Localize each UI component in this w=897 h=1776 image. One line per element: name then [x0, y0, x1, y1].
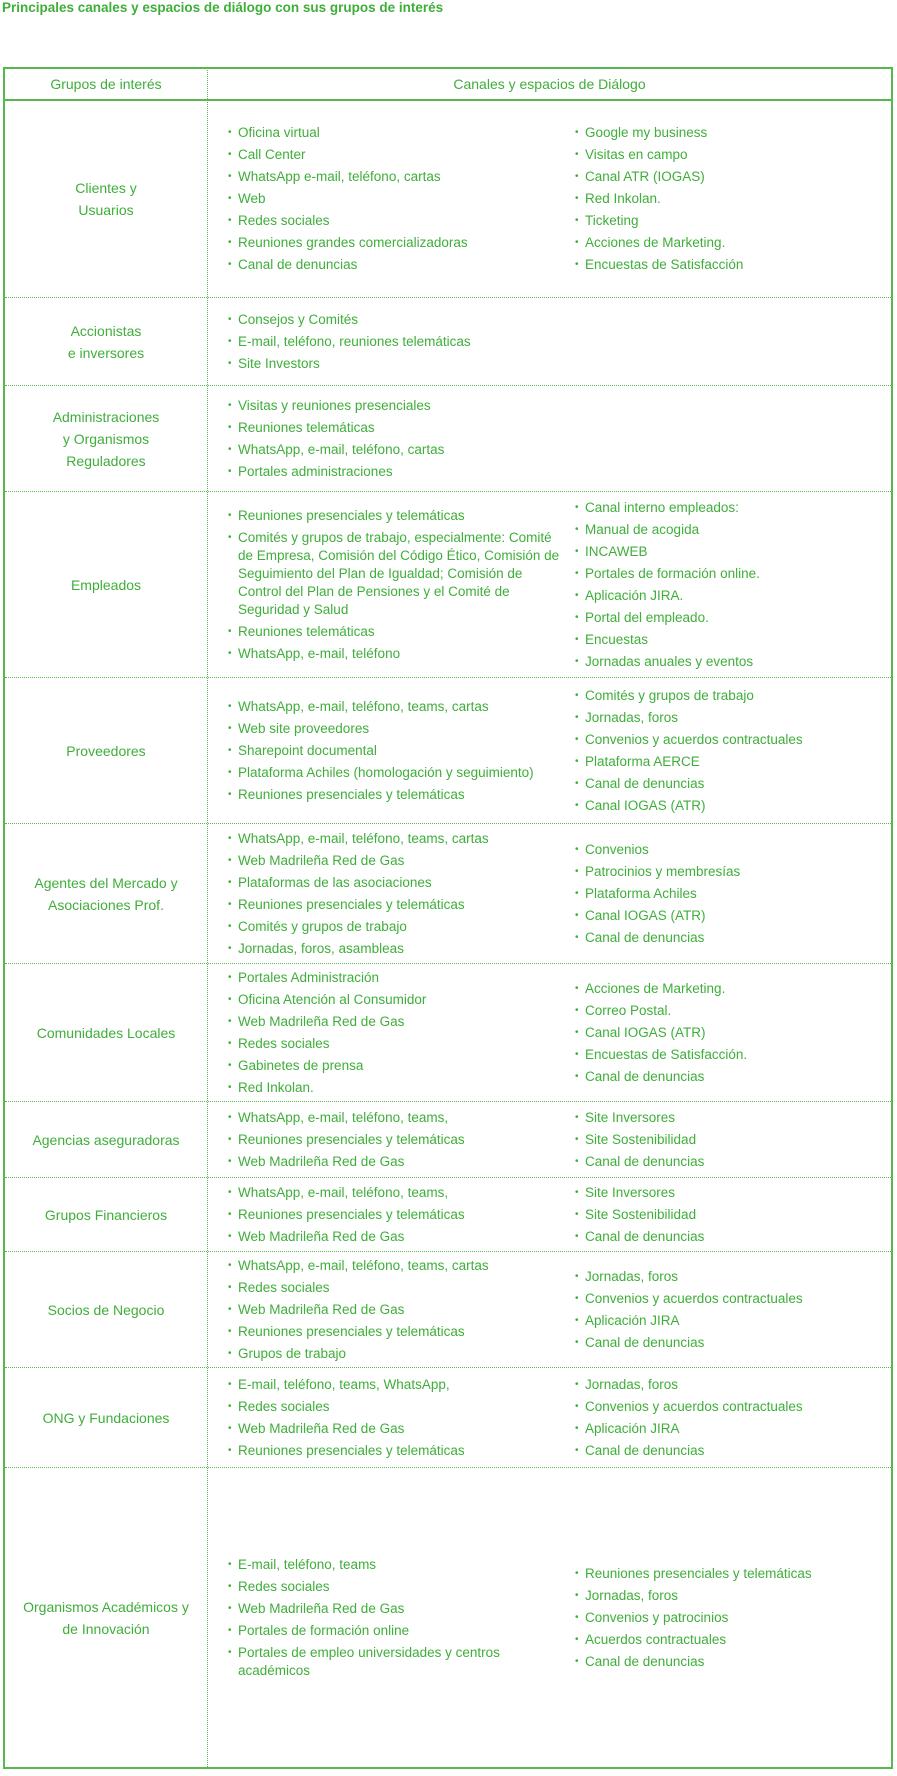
channel-item: • Site Investors	[228, 355, 568, 373]
stakeholder-group-label: Clientes y Usuarios	[75, 180, 137, 218]
table-row	[5, 1251, 891, 1367]
channel-item: • Redes sociales	[228, 1578, 568, 1596]
channel-item: • Comités y grupos de trabajo	[575, 687, 887, 705]
channel-item: • Canal ATR (IOGAS)	[575, 168, 887, 186]
channel-item: • Canal de denuncias	[228, 256, 568, 274]
channel-item: • Web Madrileña Red de Gas	[228, 1420, 568, 1438]
channel-item: • E-mail, teléfono, reuniones telemáticas	[228, 333, 568, 351]
channel-list-left	[228, 1102, 568, 1177]
channel-item: • Red Inkolan.	[575, 190, 887, 208]
stakeholder-group-label: Organismos Académicos y de Innovación	[23, 1598, 189, 1637]
channel-item: • Comités y grupos de trabajo	[228, 918, 568, 936]
channel-item: • Sharepoint documental	[228, 742, 568, 760]
table-row	[5, 963, 891, 1101]
channel-item: • Canal IOGAS (ATR)	[575, 797, 887, 815]
channel-item: • Canal de denuncias	[575, 1334, 887, 1352]
channel-item: • Patrocinios y membresías	[575, 863, 887, 881]
channel-item: • Canal de denuncias	[575, 1153, 887, 1171]
channel-item: • Portales de formación online	[228, 1622, 568, 1640]
channel-item: • Grupos de trabajo	[228, 1345, 568, 1363]
channel-item: • Reuniones presenciales y telemáticas	[228, 1442, 568, 1460]
channel-item: • Web	[228, 190, 568, 208]
stakeholder-group-label: Agentes del Mercado y Asociaciones Prof.	[34, 874, 178, 913]
channel-item: • WhatsApp, e-mail, teléfono, teams, cartas	[228, 698, 568, 716]
channel-item: • Reuniones presenciales y telemáticas	[228, 1323, 568, 1341]
channel-list-left	[228, 1368, 568, 1467]
channel-item: • Reuniones presenciales y telemáticas	[228, 507, 568, 525]
channel-item: • Encuestas	[575, 631, 887, 649]
channel-item: • Visitas en campo	[575, 146, 887, 164]
channel-item: • Reuniones presenciales y telemáticas	[228, 1206, 568, 1224]
channel-list-right	[575, 492, 887, 677]
channel-item: • Web Madrileña Red de Gas	[228, 1600, 568, 1618]
stakeholder-group-label: Grupos Financieros	[44, 1206, 168, 1223]
channel-item: • Canal IOGAS (ATR)	[575, 907, 887, 925]
channel-list-right	[575, 824, 887, 963]
channel-item: • Convenios y acuerdos contractuales	[575, 1398, 887, 1416]
channel-item: • Web Madrileña Red de Gas	[228, 1301, 568, 1319]
channel-item: • WhatsApp, e-mail, teléfono, teams,	[228, 1109, 568, 1127]
channel-item: • Correo Postal.	[575, 1002, 887, 1020]
channel-item: • Plataforma AERCE	[575, 753, 887, 771]
channel-list-right	[575, 964, 887, 1101]
channel-item: • Jornadas anuales y eventos	[575, 653, 887, 671]
channel-item: • Web Madrileña Red de Gas	[228, 852, 568, 870]
channel-item: • Redes sociales	[228, 1279, 568, 1297]
channel-item: • Canal de denuncias	[575, 929, 887, 947]
channel-item: • Reuniones grandes comercializadoras	[228, 234, 568, 252]
channel-item: • Portales Administración	[228, 969, 568, 987]
channel-item: • WhatsApp, e-mail, teléfono, teams, cartas	[228, 830, 568, 848]
table-row	[5, 297, 891, 385]
channel-item: • Reuniones presenciales y telemáticas	[228, 896, 568, 914]
channel-item: • Ticketing	[575, 212, 887, 230]
channel-item: • Canal de denuncias	[575, 1442, 887, 1460]
channel-list-left	[228, 1468, 568, 1767]
stakeholder-group-label: Socios de Negocio	[47, 1301, 165, 1318]
channel-item: • Consejos y Comités	[228, 311, 568, 329]
channel-item: • Acciones de Marketing.	[575, 980, 887, 998]
channel-list-left	[228, 964, 568, 1101]
channel-item: • Plataformas de las asociaciones	[228, 874, 568, 892]
channel-item: • WhatsApp, e-mail, teléfono, cartas	[228, 441, 568, 459]
channel-item: • Canal de denuncias	[575, 1653, 887, 1671]
channel-item: • Jornadas, foros	[575, 1268, 887, 1286]
channel-item: • Reuniones presenciales y telemáticas	[228, 1131, 568, 1149]
channel-list-right	[575, 386, 887, 491]
page-title: Principales canales y espacios de diálogo con sus grupos de interés	[2, 0, 444, 15]
channel-item: • Gabinetes de prensa	[228, 1057, 568, 1075]
channel-list-right	[575, 101, 887, 297]
channel-list-left	[228, 101, 568, 297]
stakeholder-group-label: Administraciones y Organismos Reguladores	[52, 408, 160, 469]
channel-list-left	[228, 298, 568, 385]
channel-item: • Plataforma Achiles	[575, 885, 887, 903]
channel-list-right	[575, 1468, 887, 1767]
table-row	[5, 823, 891, 963]
channel-item: • Canal de denuncias	[575, 1228, 887, 1246]
channel-item: • Call Center	[228, 146, 568, 164]
channel-list-left	[228, 1252, 568, 1367]
channel-item: • Web Madrileña Red de Gas	[228, 1153, 568, 1171]
channel-item: • Site Sostenibilidad	[575, 1206, 887, 1224]
channel-list-right	[575, 678, 887, 823]
channel-item: • WhatsApp, e-mail, teléfono, teams, cartas	[228, 1257, 568, 1275]
channel-item: • Aplicación JIRA.	[575, 587, 887, 605]
channel-list-left	[228, 386, 568, 491]
channel-item: • Canal de denuncias	[575, 775, 887, 793]
channel-item: • Aplicación JIRA	[575, 1420, 887, 1438]
channel-item: • Convenios y acuerdos contractuales	[575, 1290, 887, 1308]
channel-item: • Oficina Atención al Consumidor	[228, 991, 568, 1009]
channel-list-right	[575, 1252, 887, 1367]
table-row	[5, 491, 891, 677]
table-row	[5, 1467, 891, 1767]
channel-item: • Reuniones telemáticas	[228, 419, 568, 437]
channel-item: • Convenios y patrocinios	[575, 1609, 887, 1627]
table-row	[5, 1177, 891, 1251]
channel-item: • Jornadas, foros	[575, 1587, 887, 1605]
channel-item: • Canal interno empleados:	[575, 499, 887, 517]
channel-list-right	[575, 1102, 887, 1177]
channel-item: • Canal de denuncias	[575, 1068, 887, 1086]
channel-item: • Encuestas de Satisfacción.	[575, 1046, 887, 1064]
channel-item: • Google my business	[575, 124, 887, 142]
table-row	[5, 677, 891, 823]
channel-item: • Redes sociales	[228, 1398, 568, 1416]
channel-item: • Jornadas, foros, asambleas	[228, 940, 568, 958]
table-header	[5, 67, 891, 101]
header-dialogue-channels: Canales y espacios de Diálogo	[453, 76, 646, 92]
channel-item: • Convenios	[575, 841, 887, 859]
channel-item: • Redes sociales	[228, 212, 568, 230]
stakeholder-group-label: Agencias aseguradoras	[32, 1131, 180, 1148]
channel-item: • Web site proveedores	[228, 720, 568, 738]
stakeholder-group-label: Proveedores	[66, 742, 146, 759]
channel-item: • Web Madrileña Red de Gas	[228, 1228, 568, 1246]
channel-item: • Acuerdos contractuales	[575, 1631, 887, 1649]
channel-item: • Encuestas de Satisfacción	[575, 256, 887, 274]
channel-item: • Convenios y acuerdos contractuales	[575, 731, 887, 749]
table-row	[5, 1101, 891, 1177]
channel-list-right	[575, 1368, 887, 1467]
header-stakeholder-groups: Grupos de interés	[50, 76, 162, 92]
table-row	[5, 385, 891, 491]
channel-item: • Site Sostenibilidad	[575, 1131, 887, 1149]
channel-item: • INCAWEB	[575, 543, 887, 561]
channel-item: • Jornadas, foros	[575, 709, 887, 727]
channel-item: • Acciones de Marketing.	[575, 234, 887, 252]
channel-item: • Site Inversores	[575, 1109, 887, 1127]
channel-item: • E-mail, teléfono, teams	[228, 1556, 568, 1574]
channel-item: • Portal del empleado.	[575, 609, 887, 627]
channel-item: • Site Inversores	[575, 1184, 887, 1202]
channel-item: • Portales administraciones	[228, 463, 568, 481]
channel-list-left	[228, 678, 568, 823]
channel-item: • Jornadas, foros	[575, 1376, 887, 1394]
channel-item: • Portales de empleo universidades y centros académicos	[228, 1644, 568, 1680]
channel-item: • Reuniones presenciales y telemáticas	[575, 1565, 887, 1583]
stakeholder-group-label: Comunidades Locales	[36, 1024, 176, 1041]
channel-item: • Red Inkolan.	[228, 1079, 568, 1097]
stakeholder-table	[3, 67, 893, 1769]
channel-list-right	[575, 298, 887, 385]
channel-item: • Comités y grupos de trabajo, especialmente: Comité de Empresa, Comisión del Código Ético, Comisión de Seguimiento del Plan de Igualdad; Comisión de Control del Plan de Pensiones y el Comité de Seguridad y Salud	[228, 529, 568, 619]
channel-item: • Web Madrileña Red de Gas	[228, 1013, 568, 1031]
channel-item: • Redes sociales	[228, 1035, 568, 1053]
channel-item: • Portales de formación online.	[575, 565, 887, 583]
channel-list-right	[575, 1178, 887, 1251]
channel-item: • E-mail, teléfono, teams, WhatsApp,	[228, 1376, 568, 1394]
channel-item: • Reuniones telemáticas	[228, 623, 568, 641]
channel-item: • Oficina virtual	[228, 124, 568, 142]
channel-item: • WhatsApp e-mail, teléfono, cartas	[228, 168, 568, 186]
channel-item: • Canal IOGAS (ATR)	[575, 1024, 887, 1042]
stakeholder-group-label: Accionistas e inversores	[67, 322, 145, 361]
stakeholder-group-label: ONG y Fundaciones	[42, 1409, 170, 1426]
table-row	[5, 101, 891, 297]
channel-item: • WhatsApp, e-mail, teléfono	[228, 645, 568, 663]
channel-item: • Plataforma Achiles (homologación y seguimiento)	[228, 764, 568, 782]
channel-item: • Manual de acogida	[575, 521, 887, 539]
channel-item: • Visitas y reuniones presenciales	[228, 397, 568, 415]
table-row	[5, 1367, 891, 1467]
channel-item: • Aplicación JIRA	[575, 1312, 887, 1330]
channel-list-left	[228, 1178, 568, 1251]
channel-list-left	[228, 492, 568, 677]
channel-list-left	[228, 824, 568, 963]
channel-item: • Reuniones presenciales y telemáticas	[228, 786, 568, 804]
stakeholder-group-label: Empleados	[70, 576, 142, 593]
channel-item: • WhatsApp, e-mail, teléfono, teams,	[228, 1184, 568, 1202]
